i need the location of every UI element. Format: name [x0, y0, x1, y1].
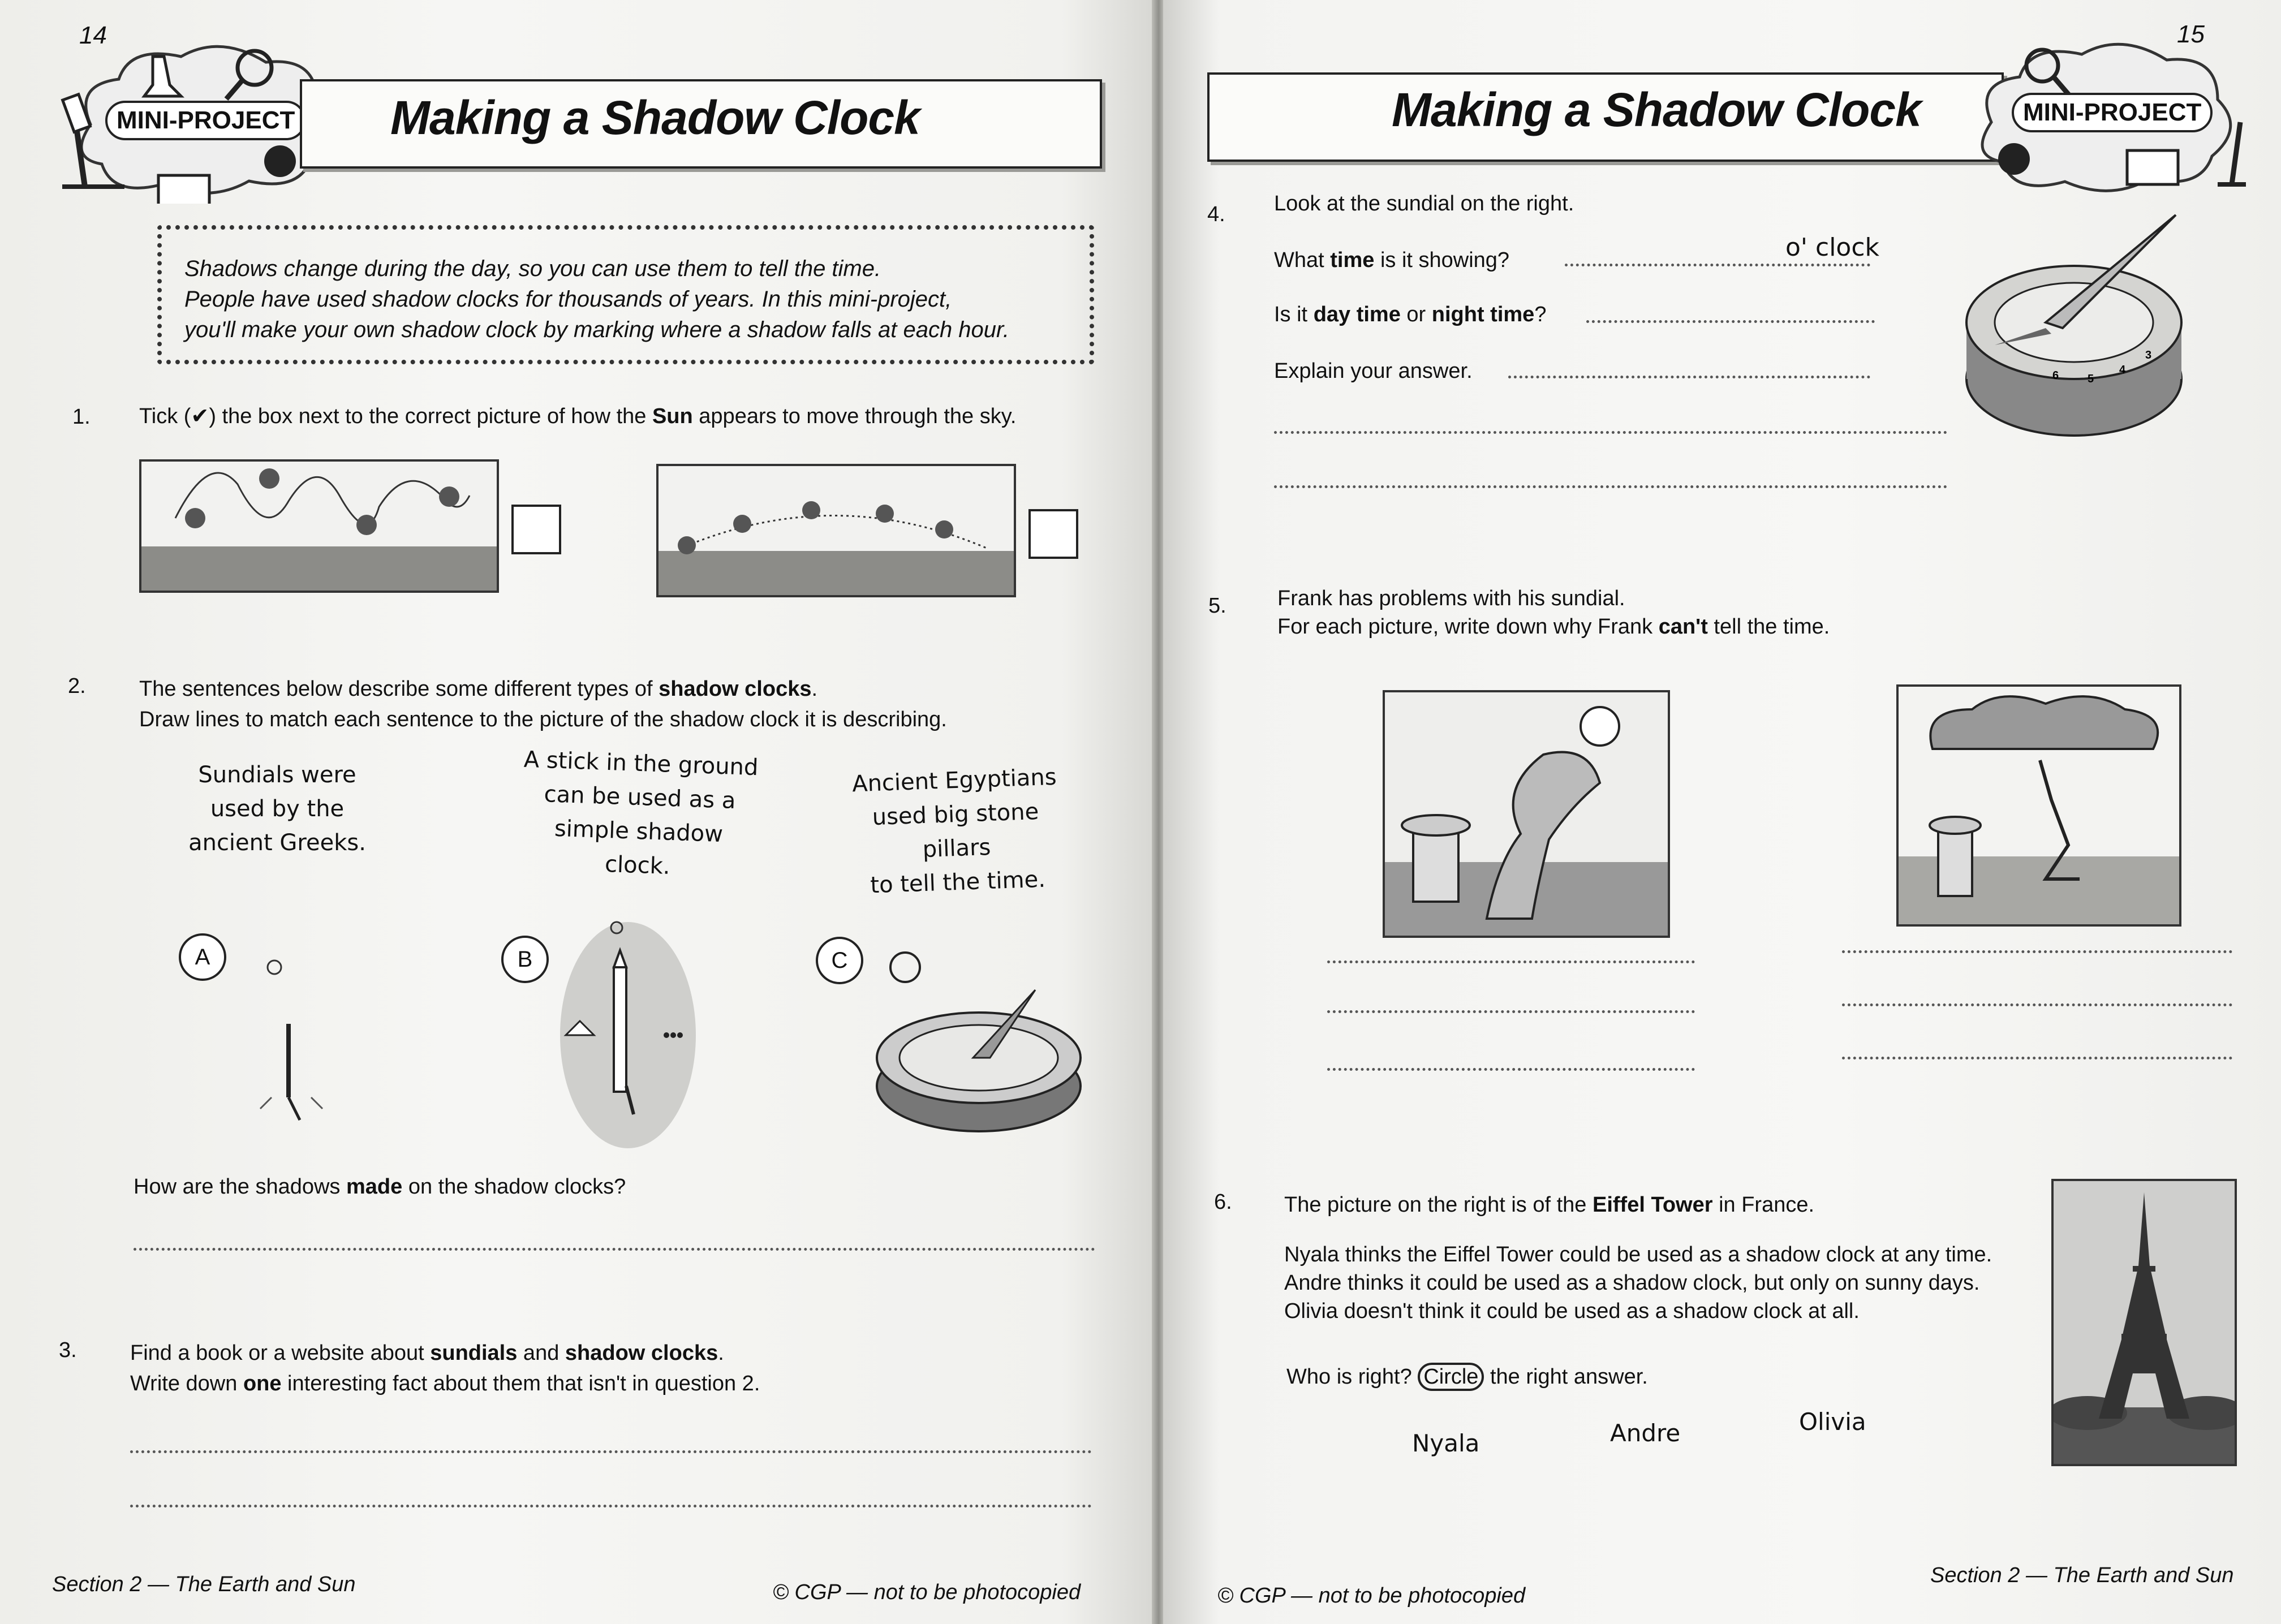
sun-path-picture-1 [139, 459, 499, 593]
q5-line-1: Frank has problems with his sundial. [1277, 587, 1625, 610]
intro-line-1: Shadows change during the day, so you can use them to tell the time. [184, 256, 881, 281]
frank-picture-2 [1896, 684, 2181, 927]
answer-line[interactable] [130, 1505, 1092, 1507]
sentence-stick: A stick in the ground can be used as a simple shadow clock. [523, 746, 759, 880]
sun-path-picture-2 [656, 464, 1016, 597]
q4-number: 4. [1207, 203, 1225, 226]
footer-copyright: © CGP — not to be photocopied [773, 1580, 1081, 1604]
q6-number: 6. [1214, 1190, 1232, 1214]
frank-shade-icon [1385, 692, 1668, 936]
right-page [1163, 0, 2281, 1624]
q6-line-5: Who is right? Circle the right answer. [1286, 1362, 1648, 1392]
q4-line-1: Look at the sundial on the right. [1274, 192, 1574, 216]
answer-line[interactable] [1327, 960, 1695, 963]
name-nyala[interactable]: Nyala [1412, 1429, 1480, 1457]
q5-line-2: For each picture, write down why Frank can't tell the time. [1277, 615, 1830, 639]
intro-line-2: People have used shadow clocks for thousands of years. In this mini-project, [184, 287, 952, 312]
label-c[interactable]: C [816, 937, 863, 984]
q3-number: 3. [59, 1338, 77, 1362]
answer-line[interactable] [1274, 431, 1947, 434]
q5-number: 5. [1208, 594, 1226, 618]
page-title: Making a Shadow Clock [390, 91, 920, 144]
arc-sun-path-icon [659, 466, 1014, 595]
intro-box [157, 225, 1094, 364]
name-olivia[interactable]: Olivia [1799, 1408, 1866, 1436]
footer-section: Section 2 — The Earth and Sun [52, 1573, 356, 1596]
badge-label: MINI-PROJECT [2012, 93, 2213, 132]
pillar-shadow-clock-icon [554, 916, 701, 1154]
answer-line[interactable] [1327, 1010, 1695, 1013]
q1-number: 1. [72, 405, 91, 429]
q2-number: 2. [68, 674, 86, 698]
page-number: 14 [79, 21, 107, 49]
q4-line-3: Is it day time or night time? [1274, 303, 1547, 326]
answer-line[interactable] [1327, 1068, 1695, 1071]
sentence-egyptians: Ancient Egyptians used big stone pillars to tell the time. [851, 764, 1057, 899]
answer-line[interactable] [1842, 950, 2232, 953]
eiffel-tower-icon [2054, 1181, 2235, 1464]
answer-line[interactable] [130, 1450, 1092, 1453]
dial-number: 4 [2119, 364, 2126, 376]
name-andre[interactable]: Andre [1610, 1419, 1681, 1447]
q2-line-1: The sentences below describe some different types of shadow clocks. [139, 677, 818, 701]
dial-number: 6 [2052, 369, 2059, 382]
q2-line-2: Draw lines to match each sentence to the picture of the shadow clock it is describing. [139, 708, 947, 731]
sundial-icon [1961, 209, 2198, 458]
q6-line-1: The picture on the right is of the Eiffel Tower in France. [1284, 1193, 1815, 1217]
answer-line[interactable] [1508, 376, 1870, 378]
answer-line[interactable] [1842, 1057, 2232, 1059]
footer-section: Section 2 — The Earth and Sun [1930, 1563, 2234, 1587]
q6-line-2: Nyala thinks the Eiffel Tower could be used as a shadow clock at any time. [1284, 1243, 1992, 1267]
q3-line-1: Find a book or a website about sundials and shadow clocks. [130, 1341, 724, 1365]
label-a[interactable]: A [179, 933, 226, 981]
intro-line-3: you'll make your own shadow clock by marking where a shadow falls at each hour. [184, 317, 1009, 342]
handwritten-answer: o' clock [1785, 233, 1880, 262]
wavy-sun-path-icon [141, 462, 497, 591]
answer-line[interactable] [1586, 320, 1875, 323]
circle-word: Circle [1418, 1363, 1484, 1391]
answer-line[interactable] [1842, 1003, 2232, 1006]
q3-line-2: Write down one interesting fact about them that isn't in question 2. [130, 1372, 760, 1395]
sentence-greeks: Sundials were used by the ancient Greeks. [188, 762, 366, 856]
stick-shadow-clock-icon [215, 950, 385, 1137]
q2-followup: How are the shadows made on the shadow clocks? [134, 1175, 626, 1199]
q4-line-2: What time is it showing? [1274, 248, 1510, 272]
dial-number: 5 [2088, 373, 2094, 385]
badge-label: MINI-PROJECT [105, 101, 306, 140]
mini-project-badge [1957, 32, 2252, 201]
answer-line[interactable] [134, 1248, 1095, 1251]
eiffel-tower-photo [2051, 1179, 2237, 1466]
footer-copyright: © CGP — not to be photocopied [1217, 1584, 1526, 1608]
dial-number: 3 [2145, 349, 2152, 361]
frank-picture-1 [1383, 690, 1670, 938]
tick-box-1[interactable] [511, 505, 561, 554]
q4-line-4: Explain your answer. [1274, 359, 1473, 383]
tick-box-2[interactable] [1028, 509, 1078, 559]
q6-line-3: Andre thinks it could be used as a shadow clock, but only on sunny days. [1284, 1271, 1980, 1295]
q1-text: Tick (✔) the box next to the correct picture of how the Sun appears to move through the sky. [139, 404, 1017, 428]
answer-line[interactable] [1274, 485, 1947, 488]
label-b[interactable]: B [501, 936, 549, 983]
page-number: 15 [2177, 20, 2205, 48]
q6-line-4: Olivia doesn't think it could be used as a shadow clock at all. [1284, 1299, 1860, 1323]
tick-icon: ✔ [191, 404, 209, 428]
page-title: Making a Shadow Clock [1392, 83, 1921, 136]
sundial-shadow-clock-icon [866, 950, 1092, 1148]
frank-cloudy-icon [1899, 687, 2179, 924]
